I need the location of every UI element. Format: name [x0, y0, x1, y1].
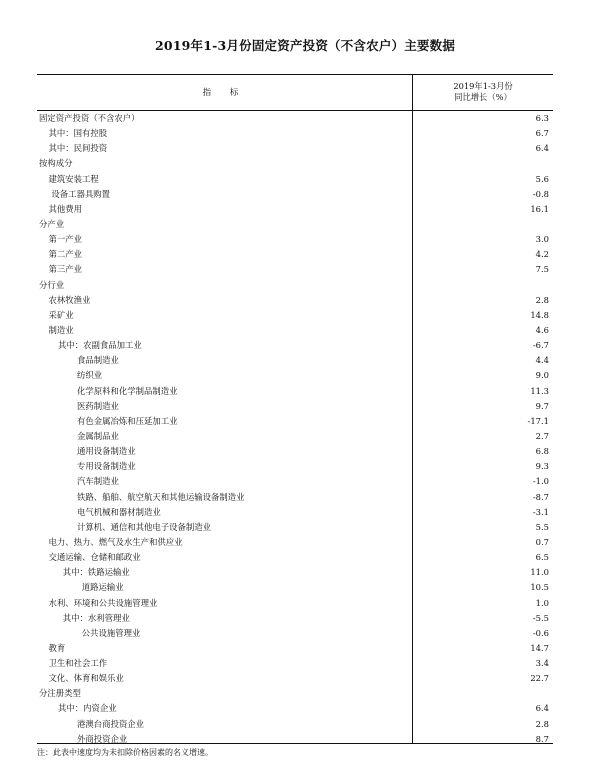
- row-label: 计算机、通信和其他电子设备制造业: [77, 521, 211, 532]
- row-value: 2.8: [535, 718, 549, 729]
- table-row: [37, 626, 553, 641]
- row-value: -8.7: [532, 491, 549, 502]
- period-label: 2019年1-3月份: [453, 80, 513, 91]
- row-value: -5.5: [532, 612, 549, 623]
- row-value: -3.1: [532, 506, 549, 517]
- row-label: 分行业: [39, 279, 65, 290]
- table-row: [37, 414, 553, 429]
- row-label: 汽车制造业: [77, 476, 119, 487]
- row-label: 农林牧渔业: [48, 294, 91, 305]
- row-label: 采矿业: [48, 309, 74, 320]
- table-row: [37, 550, 553, 565]
- page-title: 2019年1-3月份固定资产投资（不含农户）主要数据: [154, 38, 456, 53]
- row-label: 食品制造业: [77, 355, 119, 366]
- row-label: 纺织业: [77, 370, 103, 381]
- row-label: 其他费用: [48, 203, 82, 214]
- row-label: 按构成分: [39, 158, 73, 169]
- table-row: [37, 656, 553, 671]
- row-value: 7.5: [535, 264, 549, 275]
- row-value: 3.4: [535, 658, 549, 669]
- table-row: [37, 611, 553, 626]
- table-row: [37, 444, 553, 459]
- table-row: [37, 671, 553, 686]
- row-value: -0.8: [532, 188, 549, 199]
- table-row: [37, 278, 553, 293]
- row-label: 其中：农副食品加工业: [58, 340, 142, 351]
- table-row: [37, 399, 553, 414]
- row-value: 16.1: [530, 203, 549, 214]
- table-row: [37, 353, 553, 368]
- row-value: 5.5: [535, 521, 549, 532]
- table-bottom-rule: [37, 743, 553, 744]
- table-row: [37, 262, 553, 277]
- row-label: 第三产业: [48, 264, 82, 275]
- table-row: [37, 217, 553, 232]
- row-value: 6.8: [535, 446, 549, 457]
- row-value: 6.4: [535, 703, 549, 714]
- data-table-body: [37, 111, 553, 747]
- row-label: 交通运输、仓储和邮政业: [48, 552, 141, 563]
- table-row: [37, 641, 553, 656]
- row-label: 电气机械和器材制造业: [77, 506, 161, 517]
- growth-column-header: [413, 74, 553, 110]
- row-value: 11.0: [530, 567, 549, 578]
- row-label: 教育: [48, 642, 66, 653]
- table-row: [37, 247, 553, 262]
- row-value: 10.5: [530, 582, 549, 593]
- row-label: 第一产业: [48, 234, 82, 245]
- row-label: 有色金属冶炼和压延加工业: [77, 415, 178, 426]
- table-row: [37, 308, 553, 323]
- row-label: 制造业: [48, 324, 74, 335]
- row-label: 医药制造业: [77, 400, 119, 411]
- row-label: 卫生和社会工作: [48, 658, 108, 669]
- row-value: 6.5: [535, 552, 549, 563]
- row-value: 9.0: [535, 370, 549, 381]
- row-label: 金属制品业: [77, 430, 119, 441]
- table-row: [37, 156, 553, 171]
- row-value: 2.7: [535, 430, 549, 441]
- table-row: [37, 429, 553, 444]
- table-row: [37, 293, 553, 308]
- row-value: 1.0: [535, 597, 549, 608]
- row-value: 14.7: [530, 642, 549, 653]
- table-row: [37, 701, 553, 716]
- row-value: 2.8: [535, 294, 549, 305]
- row-label: 固定资产投资（不含农户）: [39, 113, 140, 123]
- row-label: 其中：国有控股: [48, 128, 108, 139]
- row-value: 4.6: [535, 324, 549, 335]
- row-label: 道路运输业: [81, 582, 124, 593]
- indicator-column-header: 指 标: [202, 88, 247, 98]
- row-value: 4.2: [535, 249, 549, 260]
- table-row: [37, 565, 553, 580]
- table-row: [37, 323, 553, 338]
- row-label: 其中：铁路运输业: [62, 567, 130, 578]
- table-row: [37, 187, 553, 202]
- row-value: 8.7: [535, 733, 549, 744]
- table-row: [37, 232, 553, 247]
- row-label: 设备工器具购置: [51, 188, 110, 199]
- table-row: [37, 732, 553, 747]
- row-value: 6.7: [535, 128, 549, 139]
- row-value: 11.3: [530, 385, 549, 396]
- row-value: 9.3: [535, 461, 549, 472]
- row-label: 化学原料和化学制品制造业: [77, 385, 178, 396]
- table-row: [37, 490, 553, 505]
- row-value: 5.6: [535, 173, 549, 184]
- row-label: 水利、环境和公共设施管理业: [48, 597, 158, 608]
- row-value: -6.7: [532, 340, 549, 351]
- table-row: [37, 126, 553, 141]
- table-row: [37, 535, 553, 550]
- row-value: 6.4: [535, 143, 549, 154]
- row-value: 14.8: [530, 309, 549, 320]
- row-label: 文化、体育和娱乐业: [48, 673, 124, 684]
- row-value: 0.7: [535, 536, 549, 547]
- table-row: [37, 202, 553, 217]
- table-row: [37, 368, 553, 383]
- row-label: 港澳台商投资企业: [77, 718, 144, 729]
- table-row: [37, 596, 553, 611]
- row-value: 6.3: [535, 113, 549, 123]
- table-row: [37, 717, 553, 732]
- table-row: [37, 505, 553, 520]
- table-row: [37, 338, 553, 353]
- growth-unit-label: 同比增长（%）: [454, 92, 512, 102]
- row-label: 铁路、船舶、航空航天和其他运输设备制造业: [77, 491, 245, 502]
- table-row: [37, 520, 553, 535]
- row-label: 分产业: [39, 218, 65, 229]
- table-row: [37, 141, 553, 156]
- row-label: 建筑安装工程: [48, 173, 99, 184]
- row-label: 分注册类型: [39, 688, 81, 699]
- table-row: [37, 111, 553, 126]
- table-row: [37, 384, 553, 399]
- row-value: -1.0: [532, 476, 549, 487]
- row-label: 其中：内资企业: [58, 703, 117, 714]
- row-label: 通用设备制造业: [77, 446, 136, 457]
- row-value: 22.7: [530, 673, 549, 684]
- row-value: 4.4: [535, 355, 549, 366]
- table-row: [37, 459, 553, 474]
- row-label: 外商投资企业: [77, 733, 128, 744]
- row-label: 专用设备制造业: [77, 461, 136, 472]
- footnote: 注：此表中速度均为未扣除价格因素的名义增速。: [37, 748, 213, 757]
- table-row: [37, 172, 553, 187]
- table-row: [37, 580, 553, 595]
- row-label: 电力、热力、燃气及水生产和供应业: [48, 536, 183, 547]
- table-row: [37, 686, 553, 701]
- row-label: 公共设施管理业: [81, 627, 141, 638]
- row-value: -17.1: [527, 415, 549, 426]
- row-label: 第二产业: [48, 249, 82, 260]
- row-value: 9.7: [535, 400, 549, 411]
- row-value: 3.0: [535, 234, 549, 245]
- row-label: 其中：民间投资: [48, 143, 108, 154]
- table-row: [37, 474, 553, 489]
- row-value: -0.6: [532, 627, 549, 638]
- row-label: 其中：水利管理业: [62, 612, 130, 623]
